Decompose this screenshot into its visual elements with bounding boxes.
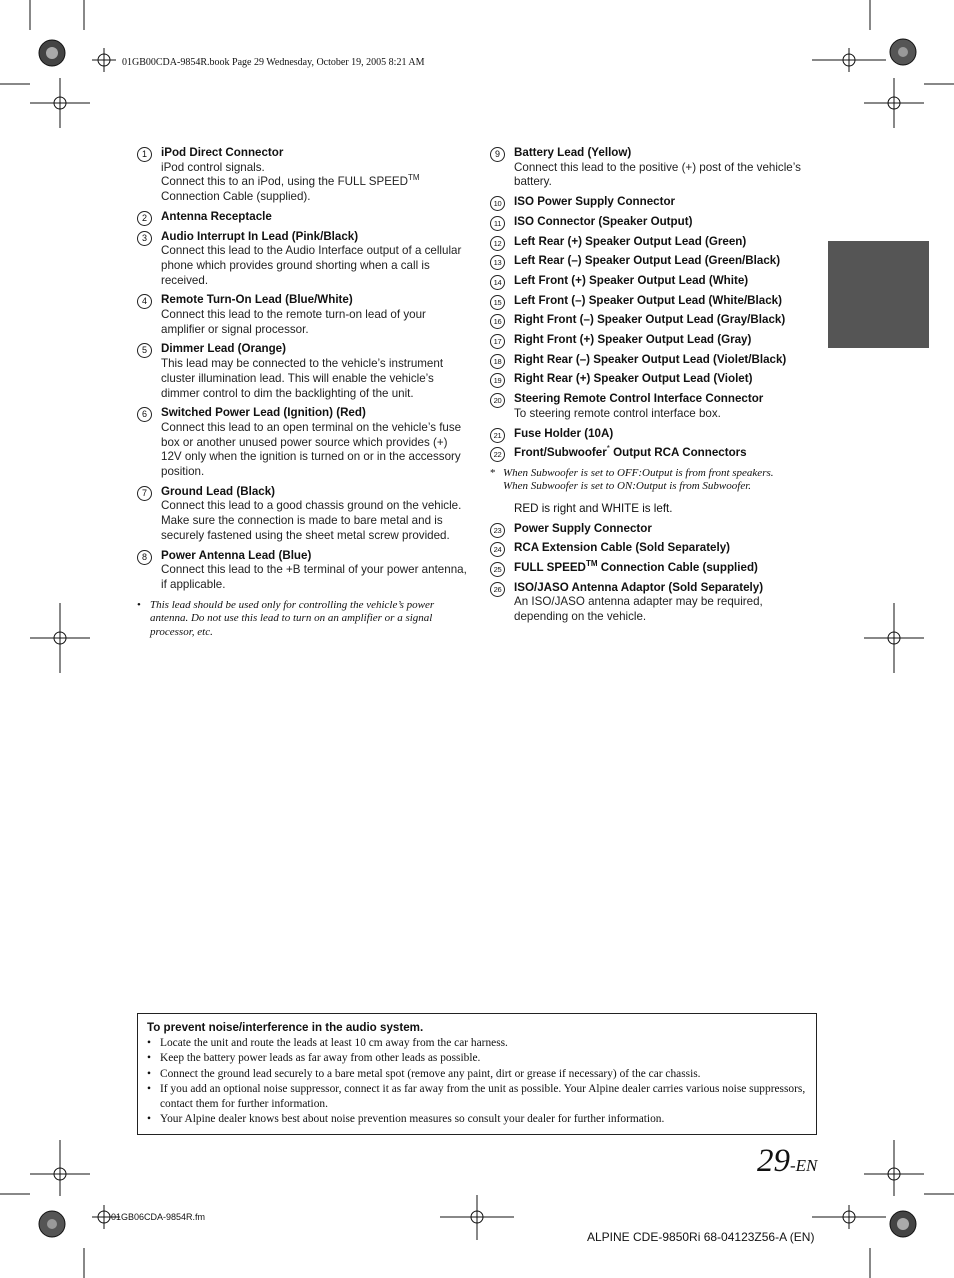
item-number: 18 (490, 354, 505, 369)
list-item-12 (490, 235, 820, 250)
item-title-a: FULL SPEED (514, 561, 586, 575)
item-number: 9 (490, 147, 505, 162)
item-number: 16 (490, 314, 505, 329)
item-number: 17 (490, 334, 505, 349)
list-item-13 (490, 254, 820, 269)
power-antenna-note (137, 599, 467, 640)
item-number: 13 (490, 255, 505, 270)
noise-box-list (147, 1036, 807, 1128)
item-title: Power Antenna Lead (Blue) (161, 548, 312, 562)
list-item-16 (490, 313, 820, 328)
item-title: RCA Extension Cable (Sold Separately) (514, 541, 731, 555)
item-title: Right Front (+) Speaker Output Lead (Gray) (514, 333, 752, 347)
list-item-23 (490, 522, 820, 537)
page-number (757, 1141, 817, 1186)
item-title: iPod Direct Connector (161, 146, 284, 159)
item-title: ISO Connector (Speaker Output) (514, 214, 693, 228)
item-number: 26 (490, 582, 505, 597)
item-number: 4 (137, 294, 152, 309)
list-item-22 (490, 446, 820, 461)
starburst-bottom-right (890, 1211, 916, 1237)
item-number: 7 (137, 486, 152, 501)
list-item-11 (490, 215, 820, 230)
item-title-b: Output RCA Connectors (609, 446, 747, 460)
list-item-25 (490, 561, 820, 576)
list-item-4 (137, 293, 467, 337)
trademark-mark: TM (585, 559, 598, 569)
target-top-left-2 (92, 48, 116, 72)
list-item-18 (490, 353, 820, 368)
asterisk-mark: * (606, 444, 610, 454)
item-title: Switched Power Lead (Ignition) (Red) (161, 406, 366, 420)
item-desc-line: Connection Cable (supplied). (161, 190, 311, 204)
item-title: Right Rear (–) Speaker Output Lead (Violet/Black) (514, 352, 787, 366)
item-title-b: Connection Cable (supplied) (597, 561, 758, 575)
item-desc: Connect this lead to a good chassis ground on the vehicle. Make sure the connection is made to bare metal and is securely fastened using the sheet metal screw provided. (161, 499, 462, 542)
side-tab (828, 241, 929, 348)
item-title: Dimmer Lead (Orange) (161, 342, 286, 356)
target-top-right-2 (812, 48, 886, 72)
item-desc: To steering remote control interface box. (514, 406, 721, 420)
list-item-21 (490, 427, 820, 442)
noise-bullet: • Locate the unit and route the leads at least 10 cm away from the car harness. (147, 1036, 807, 1051)
list-item-17 (490, 333, 820, 348)
footnote-line: When Subwoofer is set to ON:Output is from Subwoofer. (503, 480, 752, 493)
item-number: 8 (137, 550, 152, 565)
item-title: Steering Remote Control Interface Connector (514, 392, 764, 406)
item-title: Left Rear (–) Speaker Output Lead (Green/Black) (514, 254, 781, 268)
item-number: 2 (137, 211, 152, 226)
item-title (514, 446, 820, 461)
item-desc-line (161, 175, 467, 190)
list-item-26 (490, 581, 820, 625)
list-item-20 (490, 392, 820, 421)
list-item-9 (490, 146, 820, 190)
item-title: Right Front (–) Speaker Output Lead (Gray/Black) (514, 313, 786, 327)
target-top-left-3 (30, 78, 90, 128)
item-number: 5 (137, 343, 152, 358)
item-title: Left Rear (+) Speaker Output Lead (Green) (514, 234, 747, 248)
starburst-top-left (39, 40, 65, 66)
note-bullet: • (137, 598, 141, 611)
item-title: Left Front (+) Speaker Output Lead (White) (514, 273, 749, 287)
list-item-5 (137, 342, 467, 401)
list-item-7 (137, 485, 467, 544)
noise-bullet: • Keep the battery power leads as far away from other leads as possible. (147, 1051, 807, 1066)
starburst-bottom-left (39, 1211, 65, 1237)
item-desc: An ISO/JASO antenna adapter may be required, depending on the vehicle. (514, 595, 763, 624)
item-desc: Connect this lead to the +B terminal of your power antenna, if applicable. (161, 563, 467, 591)
item-number: 11 (490, 216, 505, 231)
item-number: 6 (137, 407, 152, 422)
item-desc: Connect this lead to the remote turn-on lead of your amplifier or signal processor. (161, 308, 426, 336)
target-mid-left (30, 603, 90, 673)
noise-box-title: To prevent noise/interference in the audio system. (147, 1021, 424, 1034)
list-item-1 (137, 146, 467, 205)
item-number: 3 (137, 231, 152, 246)
footnote-marker: * (490, 466, 496, 479)
noise-bullet: • If you add an optional noise suppressor, connect it as far away from the unit as possible. Your Alpine dealer carries various noise suppressors, contact them for further information. (147, 1082, 807, 1113)
item-title: Left Front (–) Speaker Output Lead (White/Black) (514, 293, 782, 307)
item-title: Right Rear (+) Speaker Output Lead (Violet) (514, 372, 753, 386)
item-number: 14 (490, 275, 505, 290)
page-number-value: 29 (757, 1143, 790, 1179)
list-item-8 (137, 549, 467, 593)
footer-model-code: ALPINE CDE-9850Ri 68-04123Z56-A (EN) (587, 1230, 815, 1244)
list-item-19 (490, 372, 820, 387)
starburst-top-right (890, 39, 916, 65)
item-title: Remote Turn-On Lead (Blue/White) (161, 293, 353, 307)
list-item-2 (137, 210, 467, 225)
item-number: 19 (490, 373, 505, 388)
book-file-info: 01GB00CDA-9854R.book Page 29 Wednesday, October 19, 2005 8:21 AM (122, 57, 425, 68)
list-item-15 (490, 294, 820, 309)
item-number: 10 (490, 196, 505, 211)
target-bottom-mid (440, 1195, 514, 1240)
item-desc: Connect this lead to the positive (+) post of the vehicle’s battery. (514, 160, 801, 189)
target-mid-right (864, 603, 924, 673)
item-desc: Connect this lead to an open terminal on the vehicle’s fuse box or another unused power source which provides (+) 12V only when the ignition is turned on or in the accessory position. (161, 420, 462, 479)
target-bottom-left-2 (30, 1140, 90, 1196)
page-number-suffix: -EN (790, 1156, 818, 1175)
item-number: 20 (490, 393, 505, 408)
item-title: ISO Power Supply Connector (514, 195, 676, 209)
footer-file-name: 01GB06CDA-9854R.fm (111, 1212, 206, 1222)
item-desc-text: Connect this to an iPod, using the FULL SPEED (161, 175, 409, 189)
list-item-6 (137, 406, 467, 480)
item-desc: Connect this lead to the Audio Interface output of a cellular phone which provides ground shorting when a call is received. (161, 244, 462, 287)
item-title: ISO/JASO Antenna Adaptor (Sold Separately) (514, 580, 764, 594)
list-item-10 (490, 195, 820, 210)
item-number: 25 (490, 562, 505, 577)
list-item-14 (490, 274, 820, 289)
trademark-mark: TM (408, 173, 420, 183)
item-number: 23 (490, 523, 505, 538)
list-item-24 (490, 541, 820, 556)
item-desc: This lead may be connected to the vehicle’s instrument cluster illumination lead. This will enable the vehicle’s dimmer control to dim the backlighting of the unit. (161, 357, 444, 400)
item-title: Fuse Holder (10A) (514, 426, 614, 440)
list-item-3 (137, 230, 467, 289)
target-top-right-3 (864, 78, 924, 128)
item-title (514, 561, 820, 576)
noise-bullet: • Your Alpine dealer knows best about noise prevention measures so consult your dealer for further information. (147, 1112, 807, 1127)
item-title: Audio Interrupt In Lead (Pink/Black) (161, 229, 359, 243)
item-title: Antenna Receptacle (161, 209, 272, 223)
target-bottom-right-2 (812, 1205, 886, 1229)
noise-prevention-box (137, 1013, 817, 1135)
item-number: 1 (137, 147, 152, 162)
item-desc-line: iPod control signals. (161, 160, 265, 174)
left-column (137, 146, 467, 647)
note-text: This lead should be used only for controlling the vehicle’s power antenna. Do not use this lead to turn on an amplifier or a signal processor, etc. (150, 598, 435, 638)
item-title-a: Front/Subwoofer (514, 446, 607, 460)
target-bottom-right-3 (864, 1140, 924, 1196)
item-title: Ground Lead (Black) (161, 484, 276, 498)
item-number: 15 (490, 295, 505, 310)
noise-bullet: • Connect the ground lead securely to a bare metal spot (remove any paint, dirt or grease if necessary) of the car chassis. (147, 1067, 807, 1082)
item-number: 22 (490, 447, 505, 462)
right-column (490, 146, 820, 630)
subwoofer-footnote (490, 467, 820, 494)
item-title: Power Supply Connector (514, 521, 652, 535)
item-number: 21 (490, 428, 505, 443)
rca-color-note: RED is right and WHITE is left. (514, 501, 673, 515)
item-number: 12 (490, 236, 505, 251)
item-title: Battery Lead (Yellow) (514, 146, 632, 159)
item-number: 24 (490, 542, 505, 557)
footnote-line: When Subwoofer is set to OFF:Output is from front speakers. (503, 466, 774, 479)
